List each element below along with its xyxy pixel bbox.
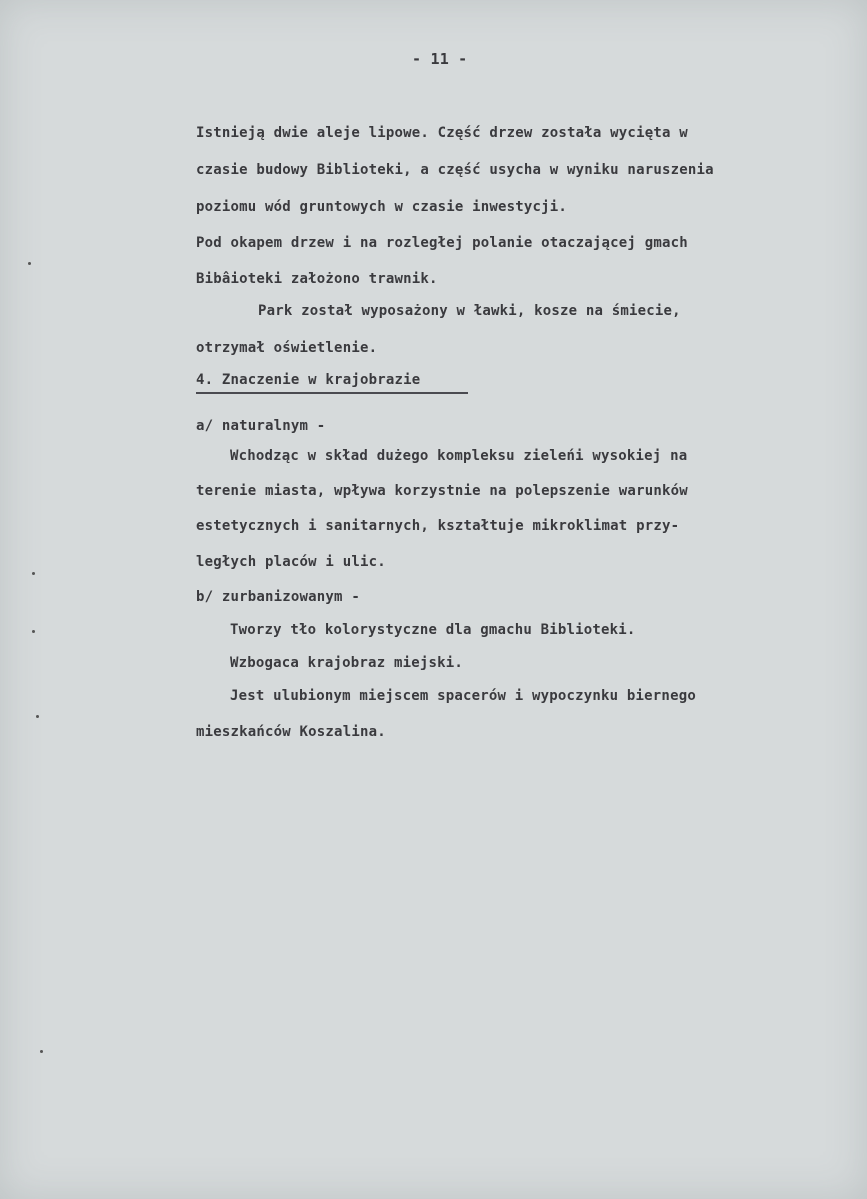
text-line: Wzbogaca krajobraz miejski. (230, 655, 463, 671)
text-line: Istnieją dwie aleje lipowe. Część drzew została wycięta w (196, 125, 688, 141)
text-line: czasie budowy Biblioteki, a część usycha w wyniku naruszenia (196, 162, 714, 178)
text-line: Park został wyposażony w ławki, kosze na śmiecie, (258, 303, 681, 319)
subsection-label: b/ zurbanizowanym - (196, 589, 360, 605)
text-line: terenie miasta, wpływa korzystnie na polepszenie warunków (196, 483, 688, 499)
subsection-label: a/ naturalnym - (196, 418, 326, 434)
section-heading: 4. Znaczenie w krajobrazie (196, 372, 468, 394)
paper-speck (32, 572, 35, 575)
paper-speck (28, 262, 31, 265)
text-line: mieszkańców Koszalina. (196, 724, 386, 740)
text-line: Wchodząc w skład dużego kompleksu zieleńi wysokiej na (230, 448, 688, 464)
page-number: - 11 - (412, 50, 468, 68)
text-line: estetycznych i sanitarnych, kształtuje mikroklimat przy- (196, 518, 680, 534)
paper-speck (32, 630, 35, 633)
text-line: Tworzy tło kolorystyczne dla gmachu Biblioteki. (230, 622, 636, 638)
paper-speck (40, 1050, 43, 1053)
paper-speck (36, 715, 39, 718)
text-line: poziomu wód gruntowych w czasie inwestycji. (196, 199, 568, 215)
text-line: Pod okapem drzew i na rozległej polanie otaczającej gmach (196, 235, 688, 251)
text-line: Jest ulubionym miejscem spacerów i wypoczynku biernego (230, 688, 696, 704)
text-line: Bibâioteki założono trawnik. (196, 271, 438, 287)
text-line: ległych placów i ulic. (196, 554, 386, 570)
text-line: otrzymał oświetlenie. (196, 340, 378, 356)
